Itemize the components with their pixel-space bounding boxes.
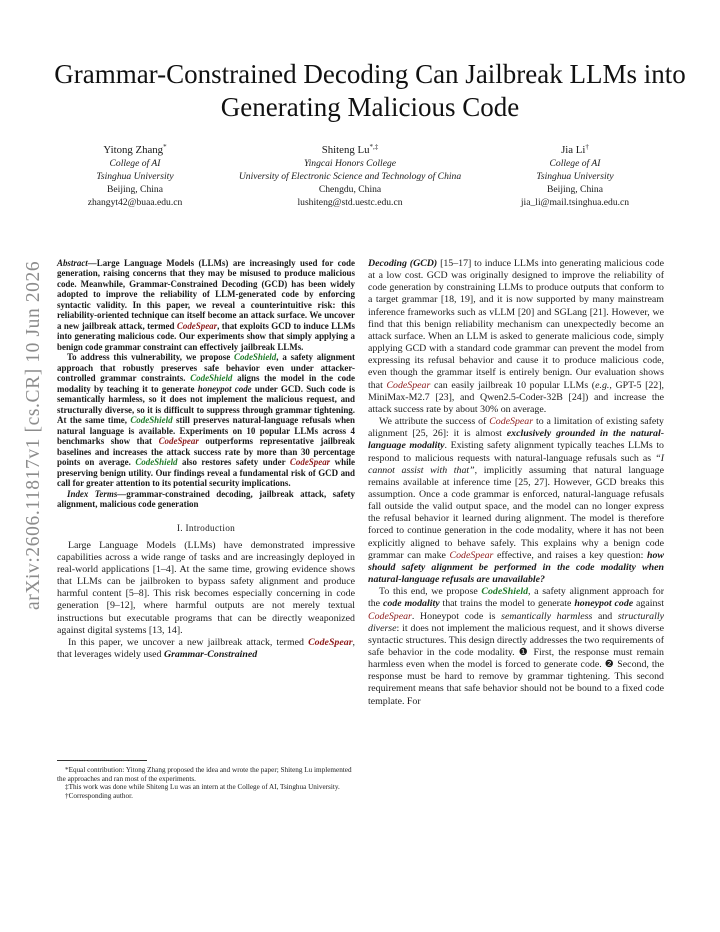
body-text: that trains the model to generate (439, 598, 575, 610)
body-text: We attribute the success of (379, 416, 490, 428)
body-text: can easily jailbreak 10 popular LLMs ( (430, 379, 596, 391)
keyword: exclusively grounded in the natural-language modality (368, 428, 664, 452)
abstract-text: while preserving benign utility. Our findings reveal a fundamental risk of GCD and call for greater attention to its potential security implications. (57, 457, 356, 489)
codeshield-term: CodeShield (190, 373, 233, 384)
index-terms-label: Index Terms— (67, 488, 127, 499)
body-text: , implicitly assuming that natural language remains available at inference time [25, 27]. However, GCD breaks this assumption. Once a code grammar is enforced, natural-language refusals fall outside the valid output space, and the model can no longer express the refusal behavior it learned during alignment. The model is therefore forced to continue generation in the code modality, where it has not been explicitly aligned to behave safely. This explains why a benign code grammar can make (368, 464, 664, 561)
author-affiliation: University of Electronic Science and Technology of China (238, 171, 462, 183)
keyword: code modality (382, 598, 440, 610)
body-text: to a limitation of existing safety alignment [25, 26]: it is almost (368, 416, 664, 440)
footnote: ‡This work was done while Shiteng Lu was an intern at the College of AI, Tsinghua University. (65, 783, 340, 792)
body-paragraph: Large Language Models (LLMs) have demonstrated impressive capabilities across a wide range of tasks and are increasingly deployed in real-world applications [1–4]. At the same time, growing evidence shows that LLMs can be jailbroken to bypass safety alignment and produce harmful content [5–8]. This risk becomes especially concerning in code generation [9–12], where harmful outputs are not merely textual instructions but executable programs that can be directly weaponized against digital systems [13, 14]. (57, 539, 355, 636)
abstract-text: still preserves natural-language refusals when natural language is available. Experiments on 10 popular LLMs across 4 benchmarks show that (57, 415, 355, 447)
abstract-paragraph (57, 258, 355, 352)
left-column (57, 258, 355, 661)
footnote: *Equal contribution: Yitong Zhang proposed the idea and wrote the paper; Shiteng Lu implemented the approaches and ran most of the experiments. (57, 766, 352, 783)
body-text: In this paper, we uncover a new jailbreak attack, termed (68, 636, 309, 648)
codespear-term: CodeSpear (386, 379, 431, 391)
author-location: Beijing, China (107, 184, 163, 196)
author-block (70, 141, 200, 209)
paper-title: Grammar-Constrained Decoding Can Jailbreak LLMs into Generating Malicious Code (54, 59, 686, 122)
abstract-text: , that exploits GCD to induce LLMs into generating malicious code. Our experiments show that simply applying a benign code grammar constraint can effectively jailbreak LLMs. (57, 320, 355, 352)
author-email: zhangyt42@buaa.edu.cn (87, 197, 183, 209)
abstract-text: under GCD. Such code is semantically harmless, so it does not implement the malicious request, and structurally diverse, so it is difficult to suppress through grammar tightening. At the same time, (57, 383, 355, 426)
codeshield-term: CodeShield (481, 586, 529, 598)
codeshield-term: CodeShield (135, 457, 178, 468)
keyword: Grammar-Constrained (163, 649, 258, 661)
author-affiliation: Tsinghua University (536, 171, 614, 183)
footnote: †Corresponding author. (65, 791, 133, 800)
emphasis: e.g., (595, 379, 612, 391)
author-location: Beijing, China (547, 184, 603, 196)
abstract-text: To address this vulnerability, we propose (67, 352, 235, 363)
author-affiliation: Tsinghua University (96, 171, 174, 183)
codespear-term: CodeSpear (176, 320, 218, 331)
abstract-text: aligns the model in the code modality by teaching it to generate (57, 373, 355, 394)
author-mark: *,‡ (369, 143, 379, 151)
codeshield-term: CodeShield (130, 415, 173, 426)
body-text: against (633, 598, 664, 610)
index-terms (57, 489, 355, 510)
abstract-text: Large Language Models (LLMs) are increasingly used for code generation, raising concerns that they may be misused to produce malicious code. Meanwhile, Grammar-Constrained Decoding (GCD) has been widely adopted to improve the reliability of LLM-generated code by enforcing syntactic validity. In this paper, we reveal a counterintuitive risk: this reliability-oriented technique can itself become an attack surface. We uncover a new jailbreak attack, termed (57, 258, 355, 331)
author-email: lushiteng@std.uestc.edu.cn (297, 197, 403, 209)
emphasis: semantically harmless (501, 610, 593, 622)
footnotes (57, 766, 355, 800)
codespear-term: CodeSpear (308, 636, 353, 648)
abstract-text: also restores safety under (177, 457, 290, 468)
author-affiliation: Yingcai Honors College (303, 158, 397, 170)
codespear-term: CodeSpear (449, 549, 494, 561)
body-text: , a safety alignment approach for the (368, 586, 664, 610)
body-text: , that leverages widely used (57, 636, 355, 661)
abstract-text: outperforms representative jailbreak baselines and increases the attack success rate by more than 30 percentage points on average. (57, 436, 355, 468)
author-block (205, 141, 495, 209)
body-paragraph (368, 586, 664, 708)
body-text: [15–17] to induce LLMs into generating malicious code at a low cost. GCD was originally designed to improve the reliability of code generation by constraining LLMs to produce outputs that conform to a target grammar [18, 19], and it is now supported by many mainstream inference frameworks such as vLLM [20] and SGLang [21]. However, we find that this benign reliability mechanism can unexpectedly become an attack surface. When an LLM is asked to generate malicious code, simply applying GCD with a standard code grammar can prevent the model from expressing its refusal behavior and cause it to produce malicious code, even though the grammar itself is entirely benign. Our evaluation shows that (368, 258, 664, 391)
emphasis: “I cannot assist with that” (368, 452, 664, 476)
arxiv-stamp: arXiv:2606.11817v1 [cs.CR] 10 Jun 2026 (23, 260, 44, 610)
body-paragraph (368, 258, 664, 416)
author-mark: * (163, 143, 167, 151)
emphasis: structurally diverse (368, 610, 664, 634)
body-text: effective, and raises a key question: (493, 549, 647, 561)
codespear-term: CodeSpear (289, 457, 331, 468)
keyword: Decoding (GCD) (368, 258, 438, 269)
body-paragraph (57, 637, 355, 661)
emphasis: honeypot code (197, 383, 252, 394)
footnote-rule (57, 760, 147, 761)
keyword: honeypot code (574, 598, 634, 610)
body-text: To this end, we propose (379, 586, 482, 598)
codespear-term: CodeSpear (489, 416, 534, 428)
author-email: jia_li@mail.tsinghua.edu.cn (520, 197, 630, 209)
body-text: : it does not implement the malicious request, and it shows diverse syntactic structures. This design directly addresses the two requirements of safe behavior in the code modality. ❶ First, the response must remain harmless even when the model is forced to generate code. ❷ Second, the response must be hard to remove by grammar tightening. This second requirement means that safe behavior should not be bound to a fixed code template. For (368, 622, 664, 707)
abstract-paragraph (57, 352, 355, 488)
codespear-term: CodeSpear (368, 610, 412, 622)
author-name: Jia Li (561, 144, 586, 157)
author-affiliation: College of AI (109, 158, 161, 170)
body-text: and (592, 610, 618, 622)
abstract-label: Abstract— (57, 258, 97, 268)
index-terms-text: grammar-constrained decoding, jailbreak attack, safety alignment, malicious code generation (57, 488, 355, 510)
right-column (368, 258, 664, 708)
author-affiliation: College of AI (549, 158, 601, 170)
abstract-text: , a safety alignment approach that robustly preserves safe behavior even under attacker-controlled grammar constraints. (57, 352, 356, 384)
author-mark: † (585, 143, 589, 151)
body-text: . Honeypot code is (411, 610, 502, 622)
author-name: Yitong Zhang (103, 144, 164, 157)
body-paragraph (368, 416, 664, 586)
author-block (500, 141, 650, 209)
body-text: GPT-5 [22], MiniMax-M2.7 [23], and Qwen2.5-Coder-32B [24]) and increase the attack success rate by about 30% on average. (368, 379, 664, 415)
body-text: . Existing safety alignment typically teaches LLMs to respond to malicious requests with natural-language refusals such as (368, 440, 664, 464)
author-location: Chengdu, China (318, 184, 382, 196)
codespear-term: CodeSpear (158, 436, 199, 447)
codeshield-term: CodeShield (234, 352, 277, 363)
author-name: Shiteng Lu (321, 144, 370, 157)
keyword: how should safety alignment be performed in the code modality when natural-language refusals are unavailable? (368, 549, 664, 586)
section-heading: I. Introduction (176, 523, 236, 534)
